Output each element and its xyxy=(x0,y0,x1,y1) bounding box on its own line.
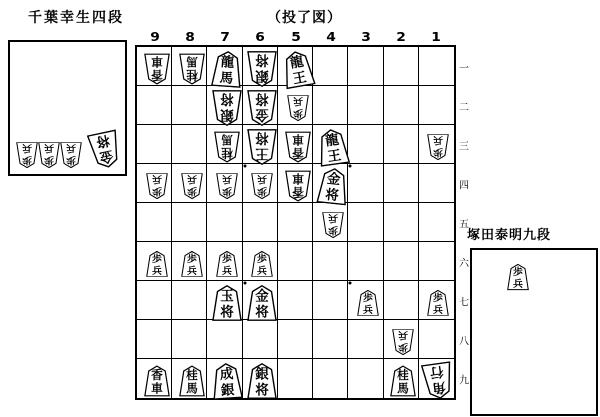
cell-6-8 xyxy=(243,320,278,359)
piece-kanji: 成 xyxy=(219,365,234,383)
piece-kanji: 香 xyxy=(291,145,304,160)
piece-kanji: 馬 xyxy=(219,69,234,87)
cell-1-5 xyxy=(419,203,454,242)
piece-kanji: 歩 xyxy=(362,292,373,304)
cell-3-3 xyxy=(348,125,383,164)
file-label-7: 7 xyxy=(220,30,230,44)
piece-桂馬-7-3 xyxy=(214,131,240,162)
cell-8-2 xyxy=(172,86,207,125)
piece-kanji: 将 xyxy=(220,90,234,106)
piece-kanji: 桂 xyxy=(397,367,410,382)
piece-桂馬-2-9 xyxy=(390,365,416,396)
piece-kanji: 歩 xyxy=(222,253,232,265)
piece-kanji: 車 xyxy=(150,381,163,396)
hoshi-dot xyxy=(349,165,352,168)
piece-kanji: 兵 xyxy=(513,279,523,291)
piece-kanji: 歩 xyxy=(186,253,197,265)
piece-歩兵-8-6 xyxy=(181,250,203,276)
piece-kanji: 歩 xyxy=(327,223,338,235)
piece-kanji: 銀 xyxy=(220,106,234,122)
piece-kanji: 香 xyxy=(150,67,163,82)
file-label-5: 5 xyxy=(290,30,301,44)
piece-歩兵-6-4 xyxy=(251,172,273,198)
diagram-title: （投了図） xyxy=(267,9,342,25)
piece-kanji: 歩 xyxy=(44,154,54,166)
piece-金将-6-2 xyxy=(247,90,277,126)
cell-1-6 xyxy=(419,242,454,281)
piece-龍王-5-1 xyxy=(280,48,316,89)
piece-kanji: 車 xyxy=(291,131,304,146)
cell-2-3 xyxy=(384,125,419,164)
piece-角行-1-9 xyxy=(421,361,456,401)
piece-kanji: 車 xyxy=(291,170,304,185)
piece-銀将-7-2 xyxy=(212,90,242,126)
cell-2-2 xyxy=(384,86,419,125)
cell-3-2 xyxy=(348,86,383,125)
piece-kanji: 銀 xyxy=(220,381,236,399)
piece-歩兵-8-4 xyxy=(181,172,203,198)
cell-1-8 xyxy=(419,320,454,359)
file-label-9: 9 xyxy=(149,30,160,44)
hand-piece-歩兵 xyxy=(507,264,529,290)
board-file-labels xyxy=(135,30,456,44)
cell-7-8 xyxy=(207,320,242,359)
piece-kanji: 馬 xyxy=(221,131,233,146)
piece-kanji: 桂 xyxy=(221,145,233,160)
piece-kanji: 兵 xyxy=(398,328,409,340)
piece-歩兵-1-7 xyxy=(427,289,449,315)
cell-4-8 xyxy=(313,320,348,359)
hoshi-dot xyxy=(243,282,246,285)
piece-kanji: 兵 xyxy=(222,265,232,277)
cell-4-6 xyxy=(313,242,348,281)
cell-2-1 xyxy=(384,47,419,86)
piece-kanji: 歩 xyxy=(186,184,197,196)
piece-kanji: 歩 xyxy=(398,340,409,352)
cell-4-2 xyxy=(313,86,348,125)
piece-kanji: 歩 xyxy=(433,145,444,157)
piece-kanji: 桂 xyxy=(185,67,198,82)
piece-香車-5-4 xyxy=(285,170,311,201)
piece-kanji: 兵 xyxy=(151,172,162,184)
piece-kanji: 兵 xyxy=(22,142,32,154)
piece-銀将-6-9 xyxy=(247,363,277,399)
piece-kanji: 兵 xyxy=(362,304,373,316)
piece-kanji: 将 xyxy=(255,129,270,145)
piece-kanji: 銀 xyxy=(255,67,270,83)
piece-kanji: 王 xyxy=(255,145,270,161)
piece-歩兵-2-8 xyxy=(392,328,414,354)
piece-歩兵-1-3 xyxy=(427,133,449,159)
piece-kanji: 車 xyxy=(150,53,163,68)
piece-kanji: 馬 xyxy=(185,381,198,396)
piece-kanji: 歩 xyxy=(151,184,162,196)
cell-3-4 xyxy=(348,164,383,203)
cell-3-8 xyxy=(348,320,383,359)
cell-8-5 xyxy=(172,203,207,242)
rank-label-9: 九 xyxy=(459,375,469,386)
piece-kanji: 兵 xyxy=(292,94,303,106)
piece-王将-6-3 xyxy=(247,129,277,165)
cell-9-2 xyxy=(137,86,172,125)
cell-6-5 xyxy=(243,203,278,242)
piece-kanji: 桂 xyxy=(185,367,198,382)
gote-hand-box xyxy=(8,40,127,176)
shogi-board xyxy=(135,45,456,400)
player-name-sente: 塚田泰明九段 xyxy=(467,227,552,242)
sente-hand-box xyxy=(470,248,598,416)
piece-桂馬-8-9 xyxy=(179,365,205,396)
piece-成銀-7-9 xyxy=(211,361,243,399)
rank-label-1: 一 xyxy=(459,63,469,74)
piece-kanji: 将 xyxy=(220,304,234,320)
file-label-1: 1 xyxy=(431,30,442,44)
piece-kanji: 龍 xyxy=(324,131,340,149)
hoshi-dot xyxy=(243,165,246,168)
cell-1-1 xyxy=(419,47,454,86)
piece-kanji: 歩 xyxy=(66,154,76,166)
piece-kanji: 兵 xyxy=(327,211,338,223)
cell-8-8 xyxy=(172,320,207,359)
rank-label-7: 七 xyxy=(459,297,469,308)
cell-9-8 xyxy=(137,320,172,359)
piece-kanji: 金 xyxy=(325,170,341,188)
piece-kanji: 歩 xyxy=(292,106,303,118)
piece-kanji: 銀 xyxy=(255,366,270,382)
piece-kanji: 歩 xyxy=(257,184,268,196)
cell-3-6 xyxy=(348,242,383,281)
file-label-2: 2 xyxy=(396,30,406,44)
file-label-3: 3 xyxy=(361,30,371,44)
hand-piece-金将 xyxy=(87,129,124,170)
file-label-6: 6 xyxy=(255,30,266,44)
hand-piece-歩兵 xyxy=(60,142,82,168)
piece-kanji: 馬 xyxy=(185,53,198,68)
hand-piece-歩兵 xyxy=(16,142,38,168)
piece-kanji: 歩 xyxy=(22,154,32,166)
piece-歩兵-3-7 xyxy=(357,289,379,315)
rank-label-8: 八 xyxy=(459,336,469,347)
cell-3-9 xyxy=(348,359,383,398)
cell-7-5 xyxy=(207,203,242,242)
piece-龍王-4-3 xyxy=(315,127,350,167)
cell-2-7 xyxy=(384,281,419,320)
piece-龍馬-7-1 xyxy=(211,49,243,87)
piece-kanji: 金 xyxy=(98,147,115,166)
piece-kanji: 将 xyxy=(255,90,270,106)
piece-kanji: 金 xyxy=(255,288,270,304)
piece-香車-5-3 xyxy=(285,131,311,162)
rank-label-3: 三 xyxy=(459,141,469,152)
piece-歩兵-9-6 xyxy=(146,250,168,276)
piece-kanji: 将 xyxy=(255,304,270,320)
piece-kanji: 王 xyxy=(326,147,342,165)
piece-kanji: 香 xyxy=(150,367,163,382)
piece-香車-9-1 xyxy=(144,53,170,84)
cell-4-7 xyxy=(313,281,348,320)
piece-銀将-6-1 xyxy=(247,51,277,87)
piece-kanji: 兵 xyxy=(186,172,197,184)
piece-kanji: 歩 xyxy=(433,292,444,304)
piece-kanji: 歩 xyxy=(513,267,523,279)
piece-kanji: 兵 xyxy=(433,304,444,316)
piece-kanji: 将 xyxy=(255,51,270,67)
piece-kanji: 行 xyxy=(429,362,445,380)
hand-piece-歩兵 xyxy=(38,142,60,168)
cell-1-2 xyxy=(419,86,454,125)
cell-1-4 xyxy=(419,164,454,203)
piece-kanji: 将 xyxy=(324,186,340,204)
piece-歩兵-7-4 xyxy=(216,172,238,198)
piece-kanji: 兵 xyxy=(433,133,444,145)
piece-kanji: 馬 xyxy=(397,381,410,396)
cell-2-5 xyxy=(384,203,419,242)
cell-2-4 xyxy=(384,164,419,203)
player-name-gote: 千葉幸生四段 xyxy=(28,9,124,25)
rank-label-6: 六 xyxy=(459,258,469,269)
piece-歩兵-7-6 xyxy=(216,250,238,276)
cell-5-8 xyxy=(278,320,313,359)
cell-4-1 xyxy=(313,47,348,86)
cell-5-9 xyxy=(278,359,313,398)
cell-3-1 xyxy=(348,47,383,86)
rank-label-2: 二 xyxy=(459,102,469,113)
piece-歩兵-4-5 xyxy=(322,211,344,237)
piece-桂馬-8-1 xyxy=(179,53,205,84)
cell-9-5 xyxy=(137,203,172,242)
piece-kanji: 龍 xyxy=(288,53,305,72)
piece-香車-9-9 xyxy=(144,365,170,396)
piece-kanji: 兵 xyxy=(44,142,54,154)
piece-歩兵-5-2 xyxy=(287,94,309,120)
piece-金将-4-4 xyxy=(316,166,350,205)
piece-kanji: 兵 xyxy=(186,265,197,277)
rank-label-4: 四 xyxy=(459,180,469,191)
piece-玉将-7-7 xyxy=(212,285,242,321)
piece-kanji: 兵 xyxy=(257,265,268,277)
hoshi-dot xyxy=(349,282,352,285)
cell-4-9 xyxy=(313,359,348,398)
piece-kanji: 歩 xyxy=(151,253,162,265)
cell-5-5 xyxy=(278,203,313,242)
piece-歩兵-9-4 xyxy=(146,172,168,198)
piece-kanji: 歩 xyxy=(257,253,268,265)
cell-9-7 xyxy=(137,281,172,320)
piece-kanji: 兵 xyxy=(222,172,232,184)
cell-5-7 xyxy=(278,281,313,320)
piece-kanji: 将 xyxy=(255,382,270,398)
piece-kanji: 歩 xyxy=(222,184,232,196)
piece-kanji: 香 xyxy=(291,184,304,199)
piece-kanji: 王 xyxy=(291,68,308,87)
piece-kanji: 将 xyxy=(94,131,112,150)
file-label-8: 8 xyxy=(185,30,195,44)
cell-3-5 xyxy=(348,203,383,242)
piece-kanji: 龍 xyxy=(220,53,235,71)
piece-歩兵-6-6 xyxy=(251,250,273,276)
file-label-4: 4 xyxy=(325,30,336,44)
cell-8-3 xyxy=(172,125,207,164)
piece-kanji: 金 xyxy=(255,106,270,122)
rank-label-5: 五 xyxy=(459,219,469,230)
piece-kanji: 兵 xyxy=(151,265,162,277)
cell-2-6 xyxy=(384,242,419,281)
cell-8-7 xyxy=(172,281,207,320)
piece-kanji: 兵 xyxy=(66,142,76,154)
piece-金将-6-7 xyxy=(247,285,277,321)
piece-kanji: 角 xyxy=(431,378,448,396)
piece-kanji: 玉 xyxy=(220,288,234,304)
cell-5-6 xyxy=(278,242,313,281)
cell-9-3 xyxy=(137,125,172,164)
piece-kanji: 兵 xyxy=(257,172,268,184)
